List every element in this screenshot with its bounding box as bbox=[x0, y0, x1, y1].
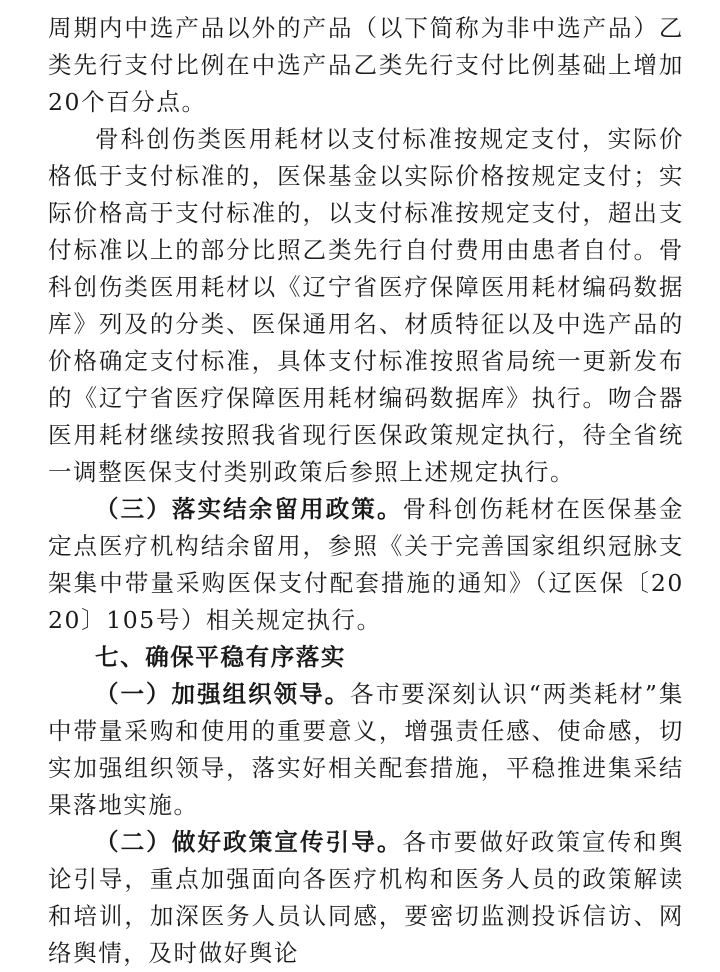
document-page bbox=[48, 10, 684, 972]
paragraph-organization-leadership-body: 各市要深刻认识“两类耗材”集中带量采购和使用的重要意义，增强责任感、使命感，切实加强组织领导，落实好相关配套措施，平稳推进集采结果落地实施。 bbox=[48, 680, 685, 819]
paragraph-surplus-retention-body: 骨科创伤耗材在医保基金定点医疗机构结余留用，参照《关于完善国家组织冠脉支架集中带量采购医保支付配套措施的通知》（辽医保〔2020〕105号）相关规定执行。 bbox=[48, 495, 684, 634]
paragraph-policy-publicity-body: 各市要做好政策宣传和舆论引导，重点加强面向各医疗机构和医务人员的政策解读和培训，加深医务人员认同感，要密切监测投诉信访、网络舆情，及时做好舆论 bbox=[48, 828, 684, 967]
section-heading-seven: 七、确保平稳有序落实 bbox=[95, 643, 346, 671]
paragraph-organization-leadership bbox=[48, 676, 684, 824]
paragraph-policy-publicity bbox=[48, 824, 684, 972]
paragraph-payment-standard: 骨科创伤类医用耗材以支付标准按规定支付，实际价格低于支付标准的，医保基金以实际价格按规定支付；实际价格高于支付标准的，以支付标准按规定支付，超出支付标准以上的部分比照乙类先行自付费用由患者自付。骨科创伤类医用耗材以《辽宁省医疗保障医用耗材编码数据库》列及的分类、医保通用名、材质特征以及中选产品的价格确定支付标准，具体支付标准按照省局统一更新发布的《辽宁省医疗保障医用耗材编码数据库》执行。吻合器医用耗材继续按照我省现行医保政策规定执行，待全省统一调整医保支付类别政策后参照上述规定执行。 bbox=[48, 125, 684, 486]
paragraph-surplus-retention bbox=[48, 491, 684, 639]
subheading-surplus-retention: （三）落实结余留用政策。 bbox=[95, 495, 403, 523]
paragraph-continuation: 周期内中选产品以外的产品（以下简称为非中选产品）乙类先行支付比例在中选产品乙类先行支付比例基础上增加20个百分点。 bbox=[48, 14, 684, 116]
subheading-organization-leadership: （一）加强组织领导。 bbox=[95, 680, 351, 708]
subheading-policy-publicity: （二）做好政策宣传引导。 bbox=[95, 828, 403, 856]
